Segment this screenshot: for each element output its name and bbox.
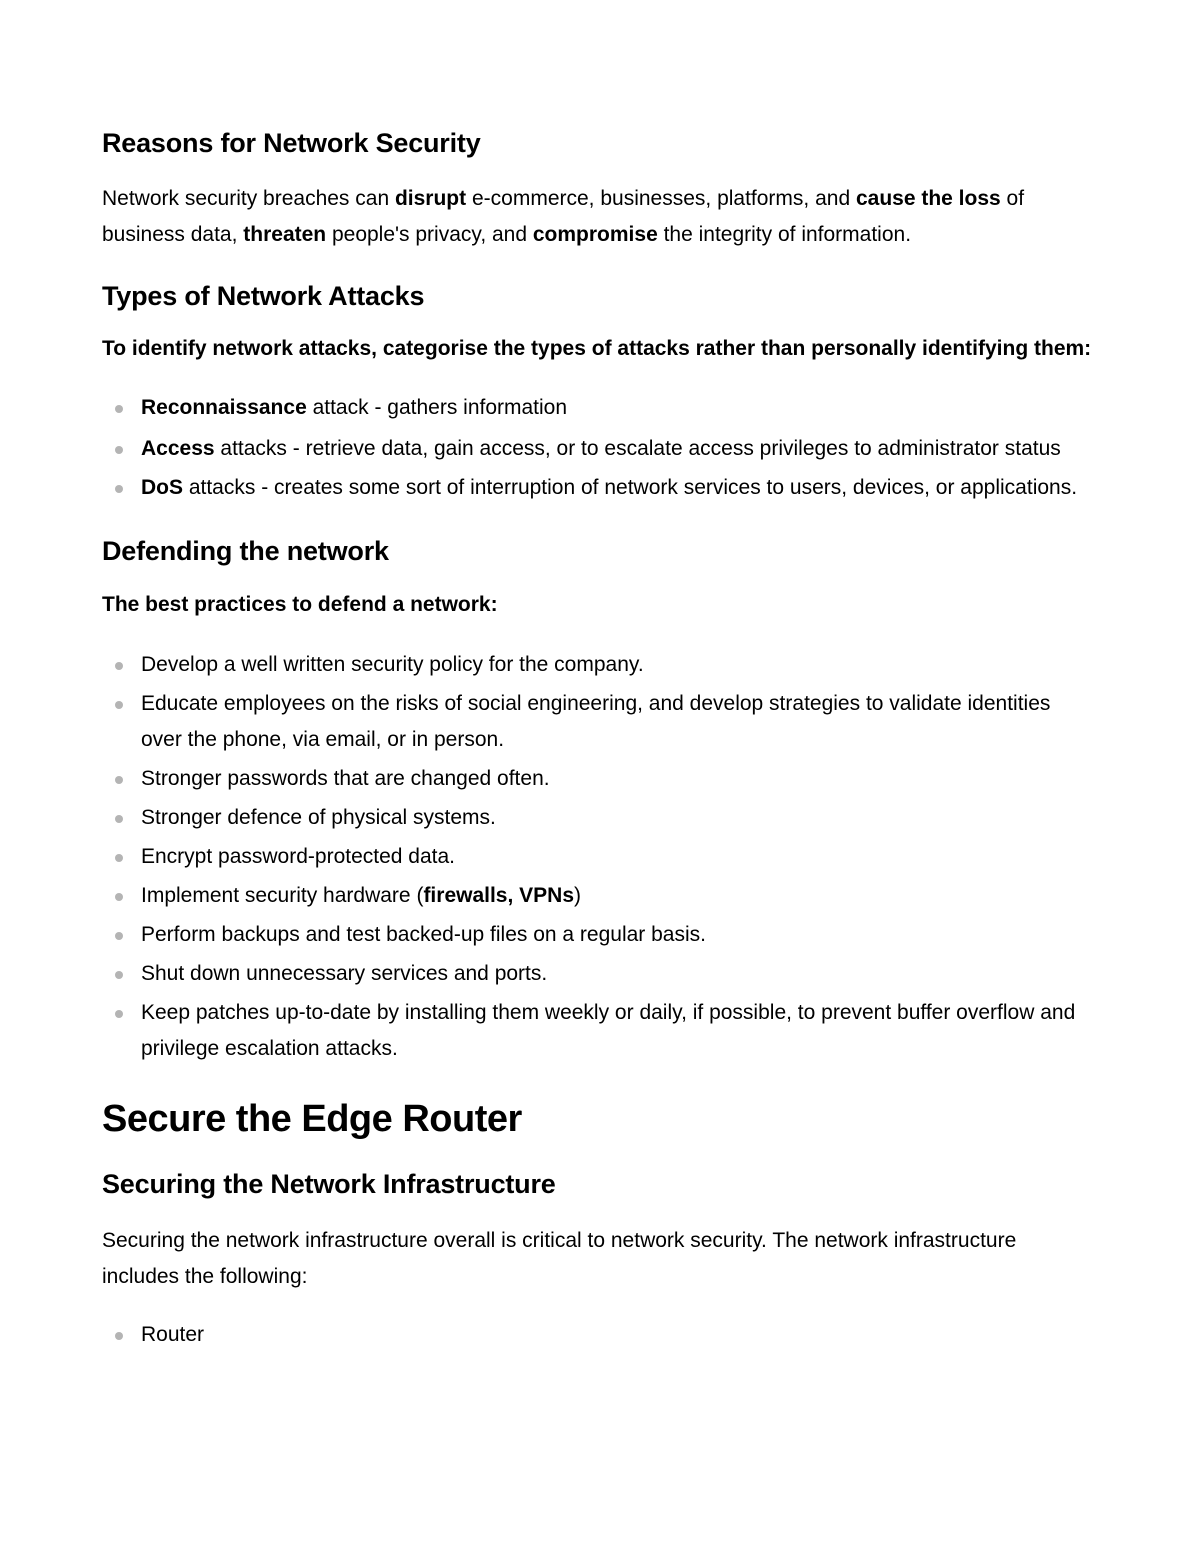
- best-practices-list: [102, 647, 1092, 1067]
- attack-types-list: [102, 390, 1092, 506]
- text: of business data,: [102, 187, 1025, 246]
- bold-term: Reconnaissance: [141, 396, 307, 419]
- heading-defending: Defending the network: [102, 536, 389, 566]
- heading-types: Types of Network Attacks: [102, 281, 425, 311]
- title-edge-router: Secure the Edge Router: [102, 1098, 522, 1140]
- list-item: [102, 390, 1092, 426]
- list-item: [102, 470, 1092, 506]
- bold-cause-the-loss: cause the loss: [855, 187, 1001, 210]
- list-item: Router: [102, 1317, 1092, 1353]
- paragraph-infrastructure: Securing the network infrastructure overall is critical to network security. The network infrastructure includes the following:: [102, 1229, 1017, 1288]
- list-item: [102, 431, 1092, 467]
- list-item: Perform backups and test backed-up files on a regular basis.: [102, 917, 1092, 953]
- infrastructure-list: [102, 1317, 1092, 1353]
- bold-term: DoS: [141, 476, 183, 499]
- text: attack - gathers information: [306, 396, 568, 419]
- text: Network security breaches can: [102, 187, 395, 210]
- heading-infrastructure: Securing the Network Infrastructure: [102, 1169, 556, 1199]
- list-item: Educate employees on the risks of social engineering, and develop strategies to validate identities over the phone, via email, or in person.: [102, 686, 1092, 758]
- text: attacks - creates some sort of interruption of network services to users, devices, or applications.: [183, 476, 1078, 499]
- bold-disrupt: disrupt: [394, 187, 467, 210]
- bold-hardware: firewalls, VPNs: [423, 884, 575, 907]
- list-item: Stronger defence of physical systems.: [102, 800, 1092, 836]
- lead-types: To identify network attacks, categorise the types of attacks rather than personally identifying them:: [102, 337, 1092, 360]
- list-item: Keep patches up-to-date by installing them weekly or daily, if possible, to prevent buffer overflow and privilege escalation attacks.: [102, 995, 1092, 1067]
- list-item: [102, 878, 1092, 914]
- list-item: Stronger passwords that are changed often.: [102, 761, 1092, 797]
- heading-reasons: Reasons for Network Security: [102, 128, 481, 158]
- lead-defending: The best practices to defend a network:: [102, 593, 498, 616]
- bold-compromise: compromise: [532, 223, 658, 246]
- text: Implement security hardware (: [141, 884, 424, 907]
- list-item: Encrypt password-protected data.: [102, 839, 1092, 875]
- list-item: Develop a well written security policy for the company.: [102, 647, 1092, 683]
- text: e-commerce, businesses, platforms, and: [466, 187, 856, 210]
- document-content: [102, 122, 1092, 1353]
- text: people's privacy, and: [326, 223, 533, 246]
- bold-term: Access: [141, 437, 215, 460]
- text: the integrity of information.: [657, 223, 912, 246]
- paragraph-reasons: [102, 181, 1092, 253]
- text: ): [574, 884, 582, 907]
- text: attacks - retrieve data, gain access, or to escalate access privileges to administrator status: [214, 437, 1061, 460]
- bold-threaten: threaten: [243, 223, 327, 246]
- list-item: Shut down unnecessary services and ports.: [102, 956, 1092, 992]
